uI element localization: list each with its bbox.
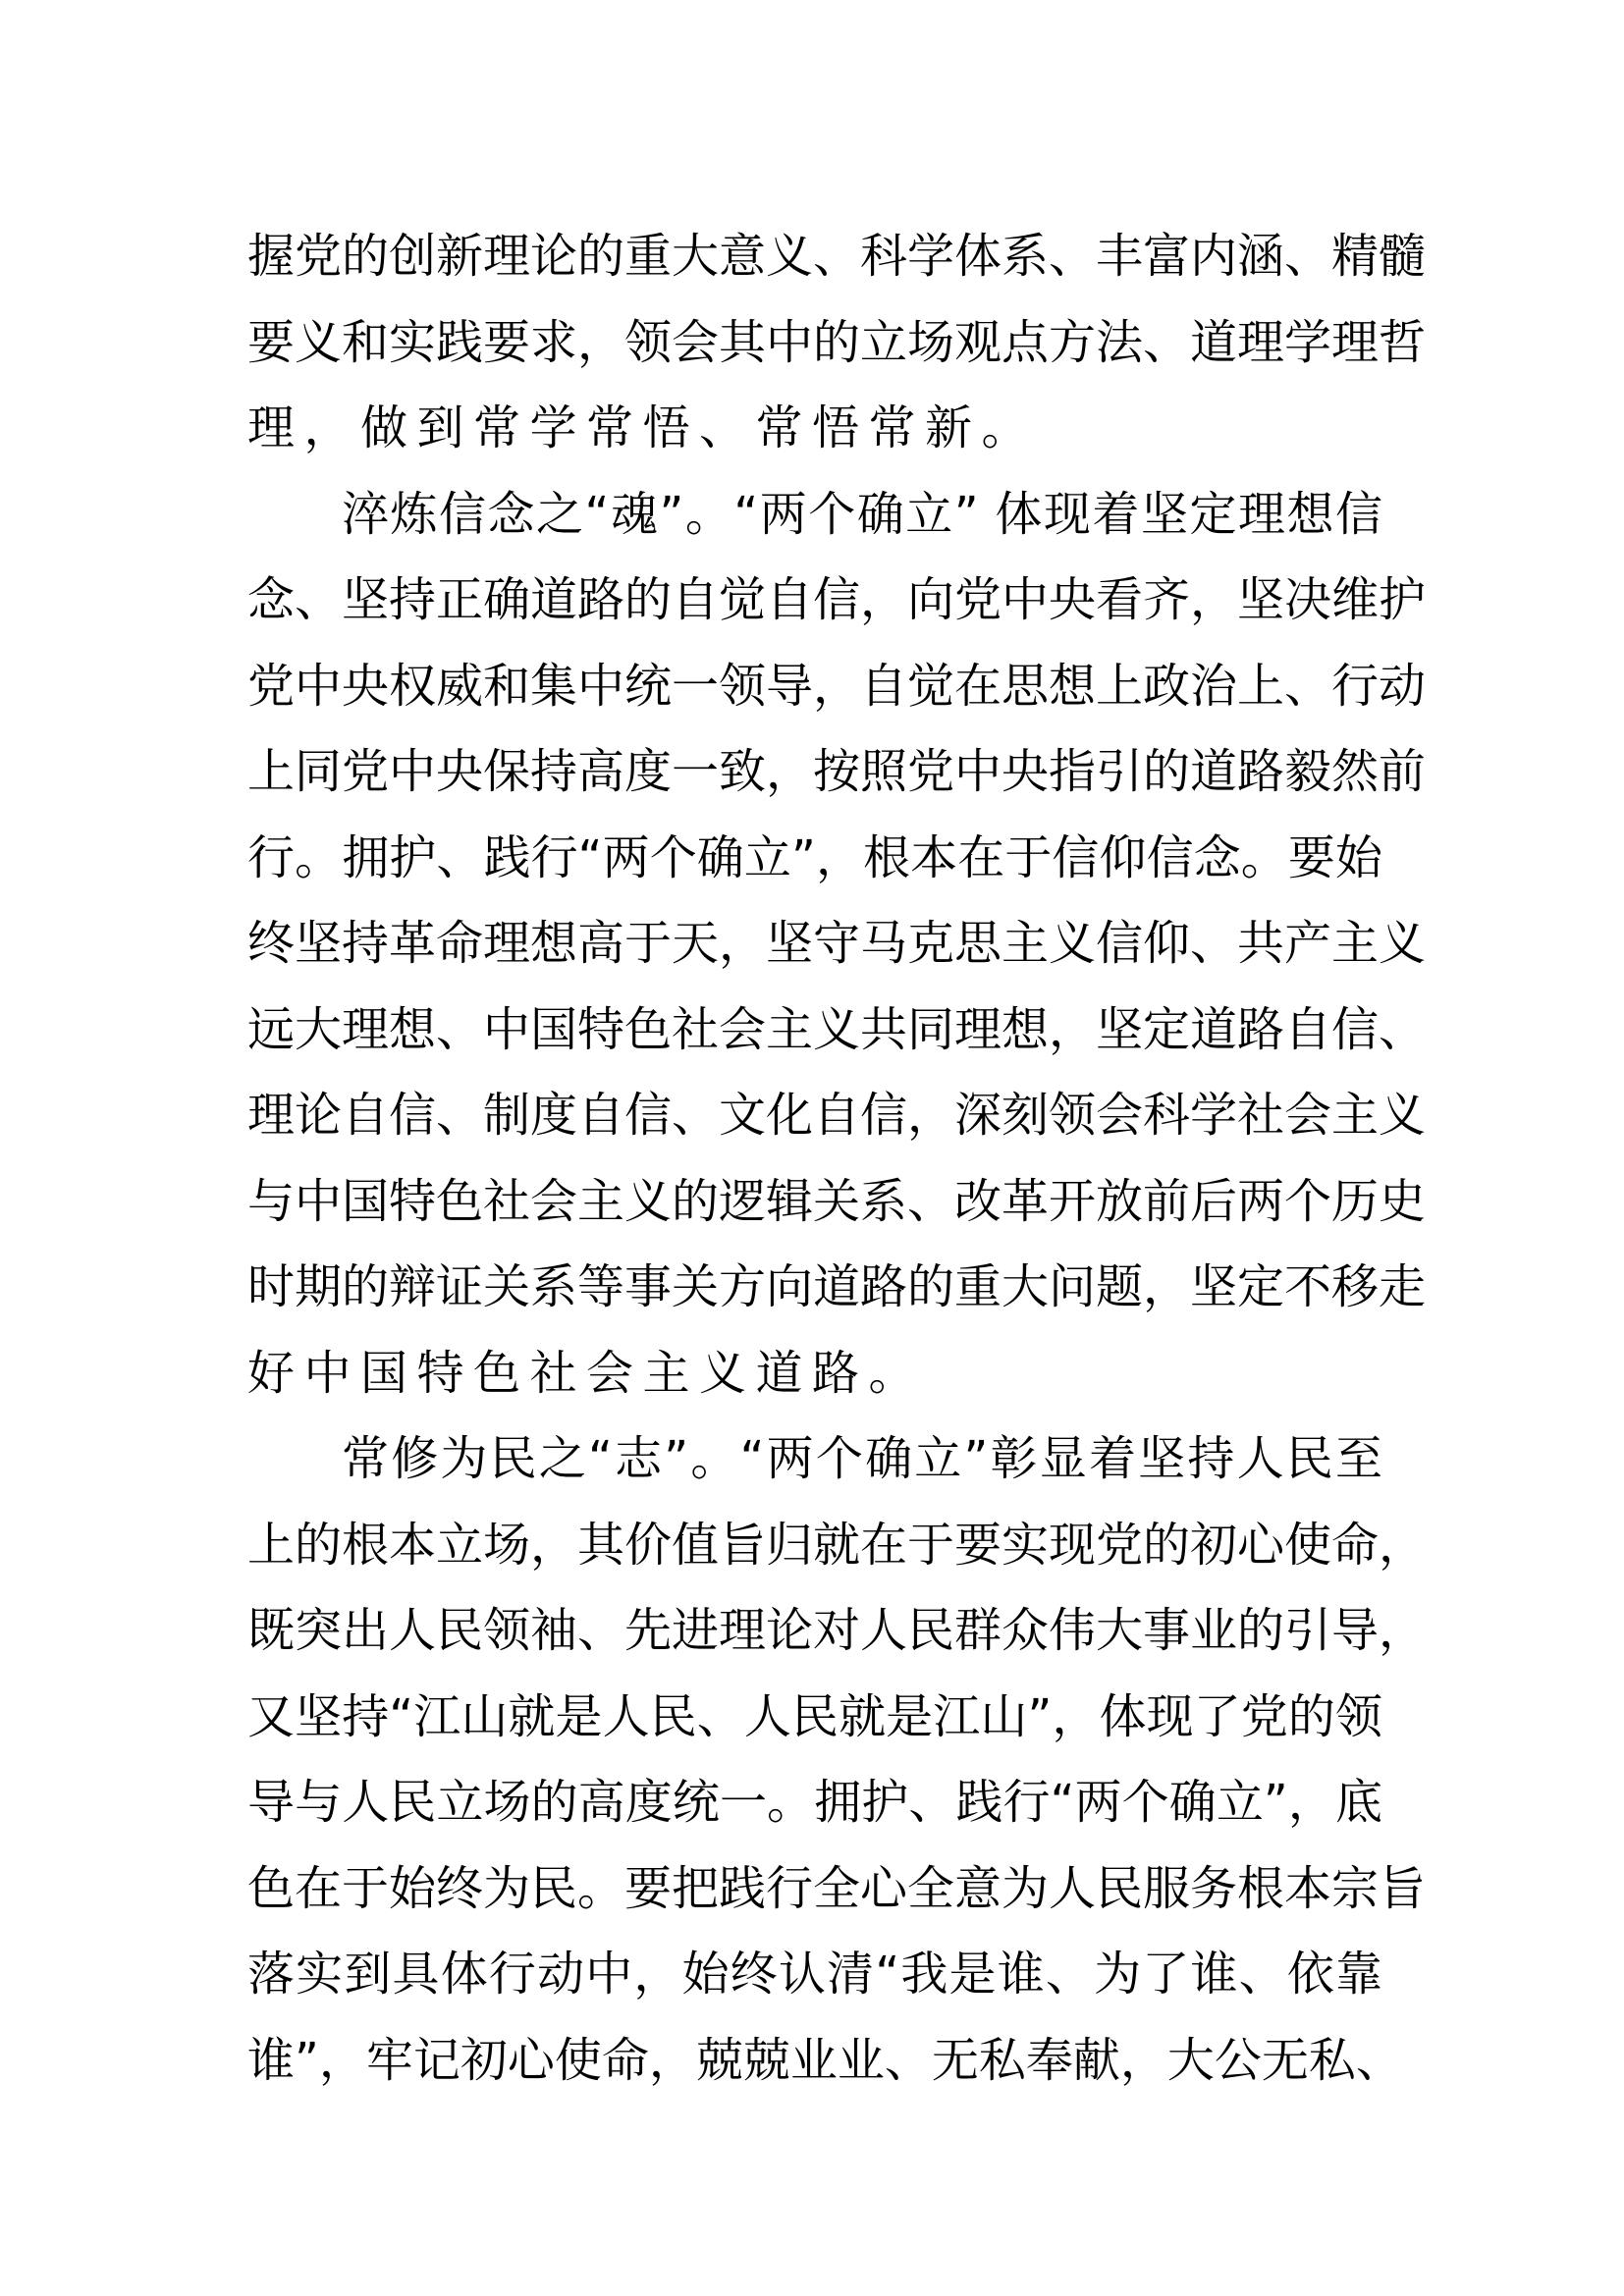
text-line: 要义和实践要求，领会其中的立场观点方法、道理学理哲	[247, 314, 1427, 370]
text-line: 既突出人民领袖、先进理论对人民群众伟大事业的引导，	[247, 1603, 1427, 1658]
text-line: 落实到具体行动中，始终认清“我是谁、为了谁、依靠	[247, 1947, 1382, 2002]
paragraph-1	[247, 222, 1427, 480]
paragraph-2	[247, 480, 1427, 1425]
text-line: 常修为民之“志”。“两个确立”彰显着坚持人民至	[342, 1431, 1382, 1486]
text-line: 理论自信、制度自信、文化自信，深刻领会科学社会主义	[247, 1088, 1427, 1143]
text-line: 色在于始终为民。要把践行全心全意为人民服务根本宗旨	[247, 1860, 1427, 1916]
text-line: 导与人民立场的高度统一。拥护、践行“两个确立”，底	[247, 1775, 1382, 1830]
text-line: 念、坚持正确道路的自觉自信，向党中央看齐，坚决维护	[247, 572, 1427, 627]
text-line: 终坚持革命理想高于天，坚守马克思主义信仰、共产主义	[247, 916, 1427, 971]
text-line: 远大理想、中国特色社会主义共同理想，坚定道路自信、	[247, 1001, 1427, 1057]
text-line: 握党的创新理论的重大意义、科学体系、丰富内涵、精髓	[247, 229, 1427, 284]
text-line: 与中国特色社会主义的逻辑关系、改革开放前后两个历史	[247, 1173, 1427, 1229]
text-line: 上的根本立场，其价值旨归就在于要实现党的初心使命，	[247, 1517, 1427, 1573]
text-line: 行。拥护、践行“两个确立”，根本在于信仰信念。要始	[247, 829, 1382, 885]
text-line: 淬炼信念之“魂”。“两个确立” 体现着坚定理想信	[342, 486, 1382, 542]
text-line: 理，做到常学常悟、常悟常新。	[247, 400, 1039, 455]
text-line: 好中国特色社会主义道路。	[247, 1345, 926, 1401]
text-line: 上同党中央保持高度一致，按照党中央指引的道路毅然前	[247, 744, 1427, 799]
text-line: 党中央权威和集中统一领导，自觉在思想上政治上、行动	[247, 658, 1427, 714]
text-line: 时期的辩证关系等事关方向道路的重大问题，坚定不移走	[247, 1259, 1427, 1314]
text-line: 又坚持“江山就是人民、人民就是江山”，体现了党的领	[247, 1688, 1382, 1744]
body-text	[247, 222, 1427, 2111]
text-line: 谁”，牢记初心使命，兢兢业业、无私奉献，大公无私、	[247, 2032, 1403, 2088]
paragraph-3	[247, 1424, 1427, 2111]
